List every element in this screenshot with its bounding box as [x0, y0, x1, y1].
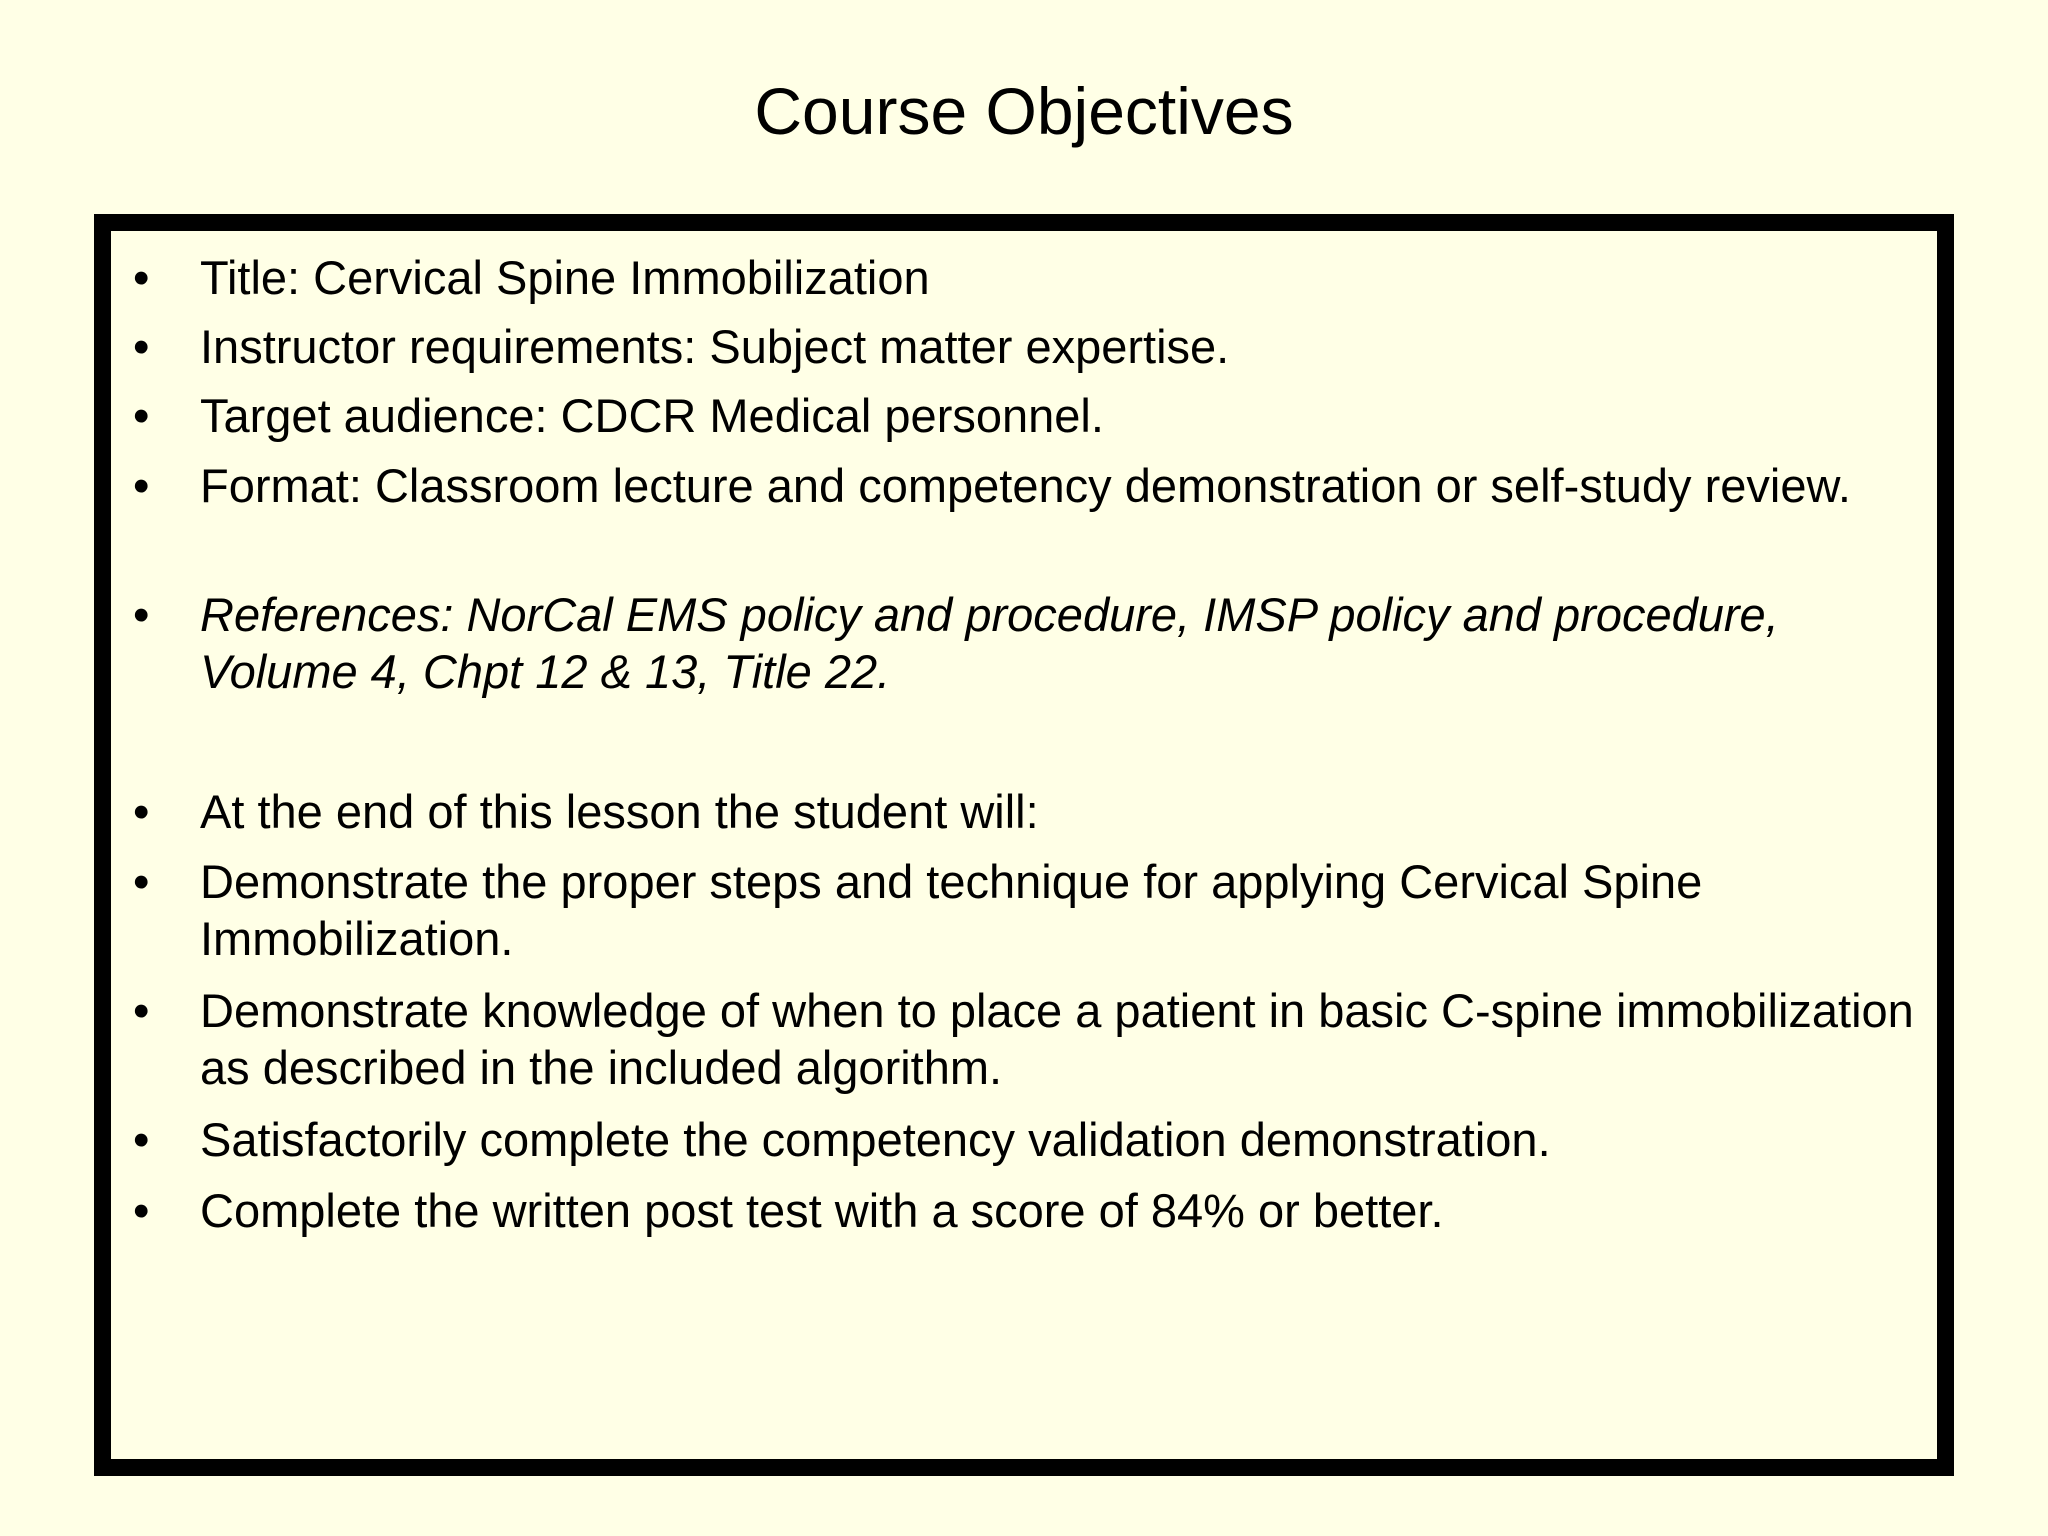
list-item-text: Instructor requirements: Subject matter expertise. — [200, 320, 1230, 373]
list-item-target-audience — [111, 387, 1937, 444]
list-item-text: Title: Cervical Spine Immobilization — [200, 251, 930, 304]
list-item-text: Complete the written post test with a score of 84% or better. — [200, 1184, 1444, 1237]
bullet-icon: • — [133, 389, 150, 442]
list-item-demonstrate-knowledge — [111, 982, 1937, 1096]
bullet-icon: • — [133, 251, 150, 304]
bullet-icon: • — [133, 1184, 150, 1237]
bullet-icon: • — [133, 320, 150, 373]
list-item-text: References: NorCal EMS policy and procedure, IMSP policy and procedure, Volume 4, Chpt 12 & 13, Title 22. — [200, 588, 1779, 698]
list-item-references — [111, 586, 1937, 700]
objectives-box — [94, 214, 1954, 1476]
list-item-lesson-intro — [111, 783, 1937, 840]
list-item-text: Satisfactorily complete the competency validation demonstration. — [200, 1113, 1551, 1166]
list-item-text: Target audience: CDCR Medical personnel. — [200, 389, 1104, 442]
list-item-competency-validation — [111, 1111, 1937, 1168]
slide-title: Course Objectives — [754, 74, 1294, 148]
list-item-post-test — [111, 1182, 1937, 1239]
bullet-icon: • — [133, 984, 150, 1037]
bullet-icon: • — [133, 1113, 150, 1166]
bullet-icon: • — [133, 855, 150, 908]
list-item-demonstrate-steps — [111, 853, 1937, 967]
list-item-text: Demonstrate the proper steps and technique for applying Cervical Spine Immobilization. — [200, 855, 1703, 965]
bullet-icon: • — [133, 785, 150, 838]
list-item-instructor-requirements — [111, 318, 1937, 375]
list-item-format — [111, 457, 1937, 514]
list-item-text: At the end of this lesson the student will: — [200, 785, 1039, 838]
list-item-title — [111, 249, 1937, 306]
bullet-icon: • — [133, 459, 150, 512]
list-item-text: Demonstrate knowledge of when to place a patient in basic C-spine immobilization as described in the included algorithm. — [200, 984, 1914, 1094]
list-item-text: Format: Classroom lecture and competency demonstration or self-study review. — [200, 459, 1851, 512]
bullet-icon: • — [133, 588, 150, 641]
